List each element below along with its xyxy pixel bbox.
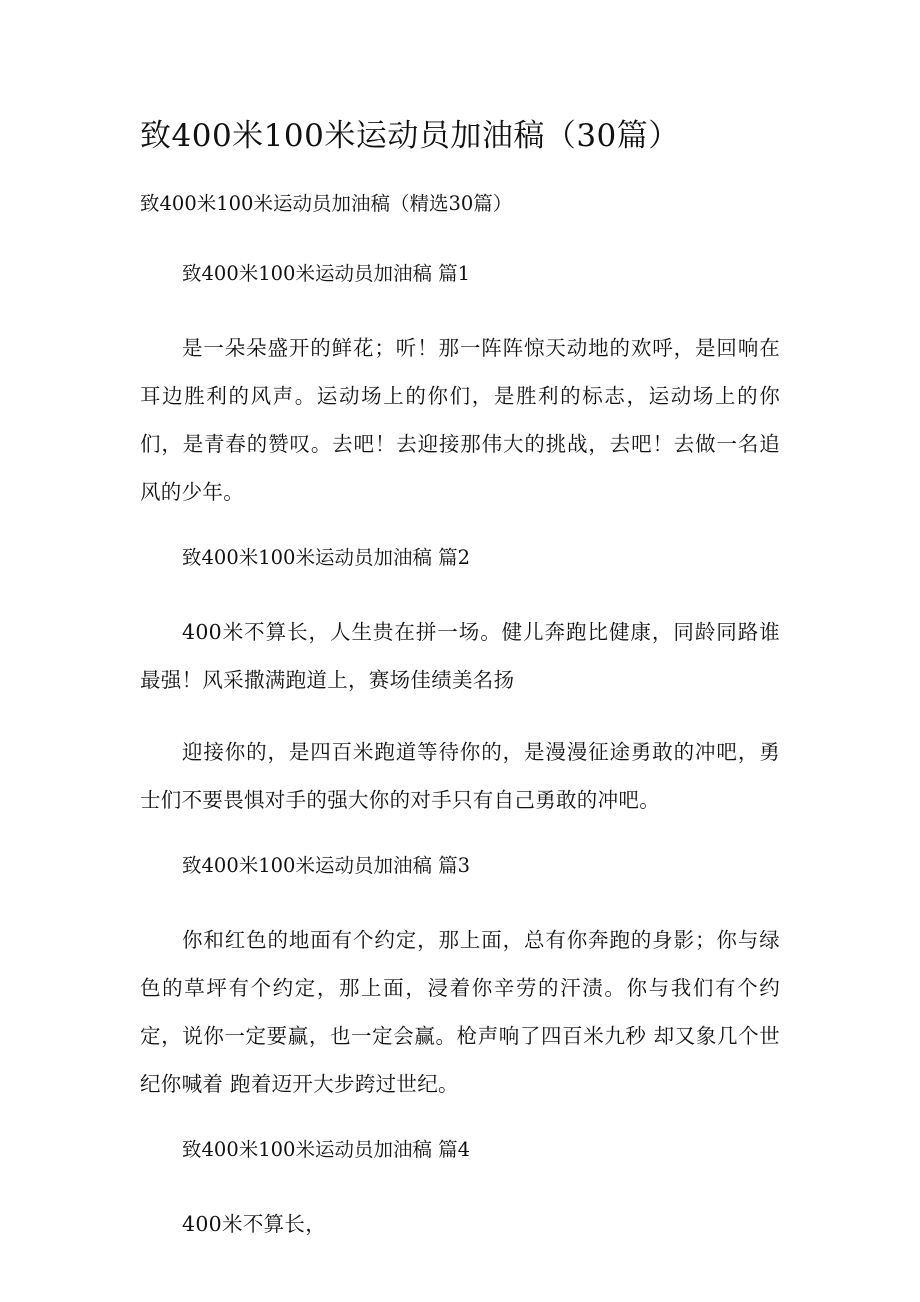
section-1 xyxy=(140,256,780,516)
document-subtitle: 致400米100米运动员加油稿（精选30篇） xyxy=(140,192,513,215)
document-title: 致400米100米运动员加油稿（30篇） xyxy=(140,118,680,154)
section-2 xyxy=(140,540,780,824)
section-3 xyxy=(140,848,780,1108)
section-heading: 致400米100米运动员加油稿 篇1 xyxy=(182,262,471,285)
section-4 xyxy=(140,1132,780,1248)
paragraph: 是一朵朵盛开的鲜花；听！那一阵阵惊天动地的欢呼，是回响在耳边胜利的风声。运动场上的你们，是胜利的标志，运动场上的你们，是青春的赞叹。去吧！去迎接那伟大的挑战，去吧！去做一名追风的少年。 xyxy=(140,336,780,504)
document-content xyxy=(140,110,780,1272)
section-heading: 致400米100米运动员加油稿 篇4 xyxy=(182,1138,471,1161)
paragraph: 你和红色的地面有个约定，那上面，总有你奔跑的身影；你与绿色的草坪有个约定，那上面，浸着你辛劳的汗渍。你与我们有个约定，说你一定要赢，也一定会赢。枪声响了四百米九秒 却又象几个世纪你喊着 跑着迈开大步跨过世纪。 xyxy=(140,928,780,1096)
paragraph: 400米不算长， xyxy=(182,1212,327,1236)
section-heading: 致400米100米运动员加油稿 篇3 xyxy=(182,854,471,877)
paragraph: 迎接你的，是四百米跑道等待你的，是漫漫征途勇敢的冲吧，勇士们不要畏惧对手的强大你的对手只有自己勇敢的冲吧。 xyxy=(140,740,780,812)
paragraph: 400米不算长，人生贵在拼一场。健儿奔跑比健康，同龄同路谁最强！风采撒满跑道上，赛场佳绩美名扬 xyxy=(140,620,780,692)
section-heading: 致400米100米运动员加油稿 篇2 xyxy=(182,546,471,569)
